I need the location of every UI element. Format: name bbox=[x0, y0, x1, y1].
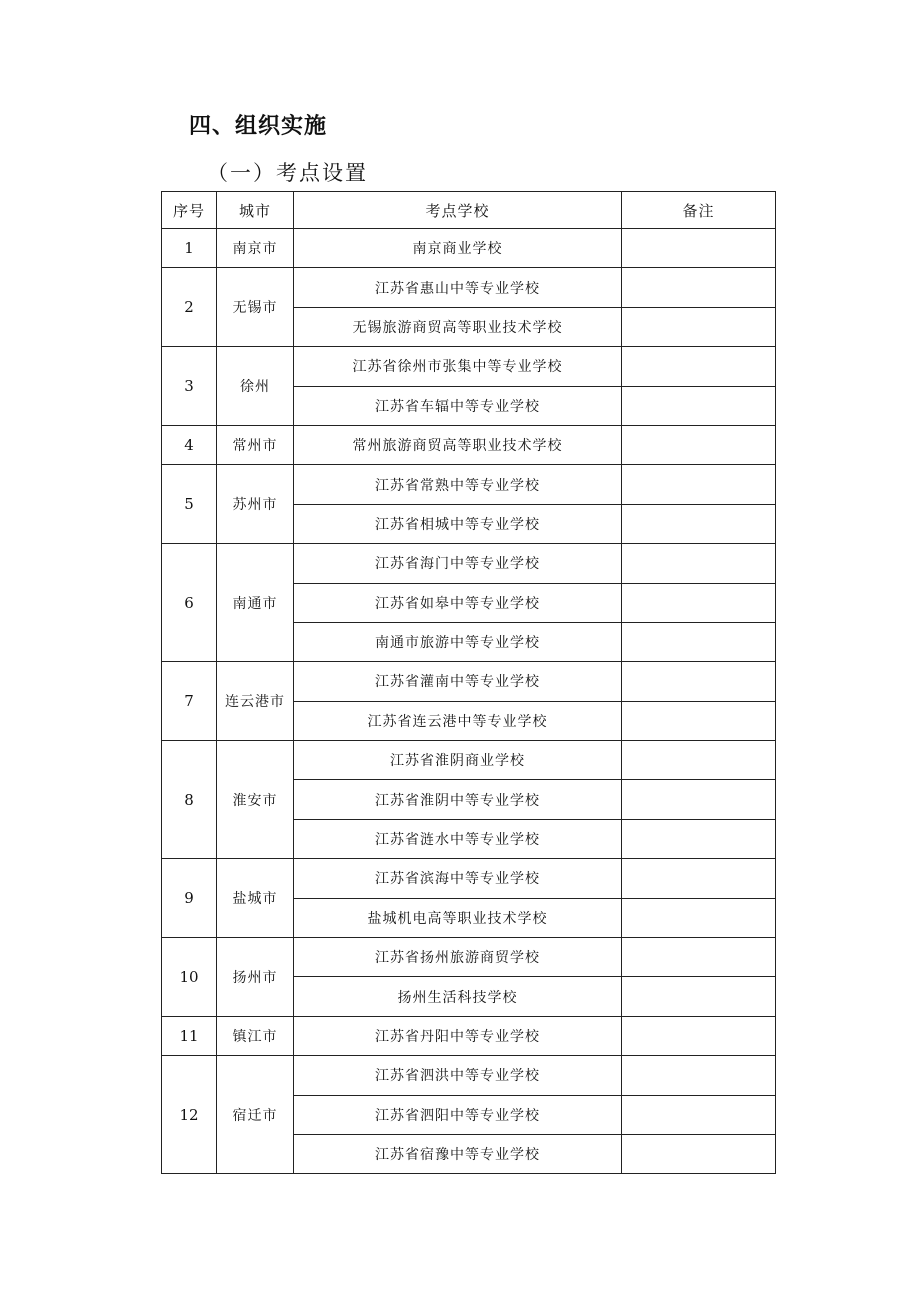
table-row bbox=[162, 544, 776, 583]
school-cell: 江苏省泗洪中等专业学校 bbox=[294, 1056, 622, 1095]
note-cell bbox=[622, 977, 776, 1016]
seq-cell: 12 bbox=[162, 1056, 217, 1174]
note-cell bbox=[622, 425, 776, 464]
table-row bbox=[162, 229, 776, 268]
school-cell: 江苏省扬州旅游商贸学校 bbox=[294, 938, 622, 977]
seq-cell: 8 bbox=[162, 741, 217, 859]
school-cell: 江苏省灌南中等专业学校 bbox=[294, 662, 622, 701]
note-cell bbox=[622, 938, 776, 977]
seq-cell: 5 bbox=[162, 465, 217, 544]
table-row bbox=[162, 347, 776, 386]
seq-cell: 3 bbox=[162, 347, 217, 426]
school-cell: 无锡旅游商贸高等职业技术学校 bbox=[294, 307, 622, 346]
school-cell: 江苏省相城中等专业学校 bbox=[294, 504, 622, 543]
school-cell: 扬州生活科技学校 bbox=[294, 977, 622, 1016]
table-row bbox=[162, 662, 776, 701]
note-cell bbox=[622, 1095, 776, 1134]
note-cell bbox=[622, 819, 776, 858]
city-cell: 无锡市 bbox=[217, 268, 294, 347]
header-note: 备注 bbox=[622, 192, 776, 229]
table-row bbox=[162, 741, 776, 780]
section-heading: 四、组织实施 bbox=[189, 114, 328, 139]
city-cell: 镇江市 bbox=[217, 1016, 294, 1055]
note-cell bbox=[622, 701, 776, 740]
city-cell: 连云港市 bbox=[217, 662, 294, 741]
school-cell: 江苏省海门中等专业学校 bbox=[294, 544, 622, 583]
seq-cell: 11 bbox=[162, 1016, 217, 1055]
table-row bbox=[162, 465, 776, 504]
note-cell bbox=[622, 1056, 776, 1095]
note-cell bbox=[622, 859, 776, 898]
city-cell: 徐州 bbox=[217, 347, 294, 426]
school-cell: 江苏省滨海中等专业学校 bbox=[294, 859, 622, 898]
header-seq: 序号 bbox=[162, 192, 217, 229]
school-cell: 南通市旅游中等专业学校 bbox=[294, 622, 622, 661]
note-cell bbox=[622, 268, 776, 307]
table-row bbox=[162, 1016, 776, 1055]
table-row bbox=[162, 859, 776, 898]
city-cell: 苏州市 bbox=[217, 465, 294, 544]
note-cell bbox=[622, 307, 776, 346]
note-cell bbox=[622, 544, 776, 583]
city-cell: 南京市 bbox=[217, 229, 294, 268]
school-cell: 江苏省车辐中等专业学校 bbox=[294, 386, 622, 425]
seq-cell: 2 bbox=[162, 268, 217, 347]
seq-cell: 4 bbox=[162, 425, 217, 464]
school-cell: 江苏省泗阳中等专业学校 bbox=[294, 1095, 622, 1134]
note-cell bbox=[622, 622, 776, 661]
school-cell: 江苏省丹阳中等专业学校 bbox=[294, 1016, 622, 1055]
note-cell bbox=[622, 898, 776, 937]
note-cell bbox=[622, 1016, 776, 1055]
school-cell: 江苏省常熟中等专业学校 bbox=[294, 465, 622, 504]
school-cell: 江苏省淮阴商业学校 bbox=[294, 741, 622, 780]
note-cell bbox=[622, 662, 776, 701]
sub-heading: （一）考点设置 bbox=[207, 161, 368, 185]
city-cell: 南通市 bbox=[217, 544, 294, 662]
city-cell: 扬州市 bbox=[217, 938, 294, 1017]
city-cell: 常州市 bbox=[217, 425, 294, 464]
table-row bbox=[162, 425, 776, 464]
note-cell bbox=[622, 780, 776, 819]
city-cell: 淮安市 bbox=[217, 741, 294, 859]
school-cell: 江苏省连云港中等专业学校 bbox=[294, 701, 622, 740]
city-cell: 宿迁市 bbox=[217, 1056, 294, 1174]
note-cell bbox=[622, 347, 776, 386]
school-cell: 盐城机电高等职业技术学校 bbox=[294, 898, 622, 937]
school-cell: 江苏省宿豫中等专业学校 bbox=[294, 1134, 622, 1173]
note-cell bbox=[622, 504, 776, 543]
table-header-row bbox=[162, 192, 776, 229]
header-city: 城市 bbox=[217, 192, 294, 229]
school-cell: 常州旅游商贸高等职业技术学校 bbox=[294, 425, 622, 464]
note-cell bbox=[622, 229, 776, 268]
note-cell bbox=[622, 741, 776, 780]
note-cell bbox=[622, 583, 776, 622]
header-school: 考点学校 bbox=[294, 192, 622, 229]
school-cell: 江苏省徐州市张集中等专业学校 bbox=[294, 347, 622, 386]
school-cell: 江苏省如皋中等专业学校 bbox=[294, 583, 622, 622]
seq-cell: 10 bbox=[162, 938, 217, 1017]
city-cell: 盐城市 bbox=[217, 859, 294, 938]
note-cell bbox=[622, 386, 776, 425]
note-cell bbox=[622, 465, 776, 504]
seq-cell: 1 bbox=[162, 229, 217, 268]
school-cell: 江苏省惠山中等专业学校 bbox=[294, 268, 622, 307]
table-row bbox=[162, 938, 776, 977]
exam-site-table bbox=[161, 191, 776, 1174]
seq-cell: 7 bbox=[162, 662, 217, 741]
note-cell bbox=[622, 1134, 776, 1173]
seq-cell: 9 bbox=[162, 859, 217, 938]
school-cell: 南京商业学校 bbox=[294, 229, 622, 268]
school-cell: 江苏省涟水中等专业学校 bbox=[294, 819, 622, 858]
table-row bbox=[162, 268, 776, 307]
seq-cell: 6 bbox=[162, 544, 217, 662]
table-body bbox=[162, 229, 776, 1174]
table-row bbox=[162, 1056, 776, 1095]
school-cell: 江苏省淮阴中等专业学校 bbox=[294, 780, 622, 819]
